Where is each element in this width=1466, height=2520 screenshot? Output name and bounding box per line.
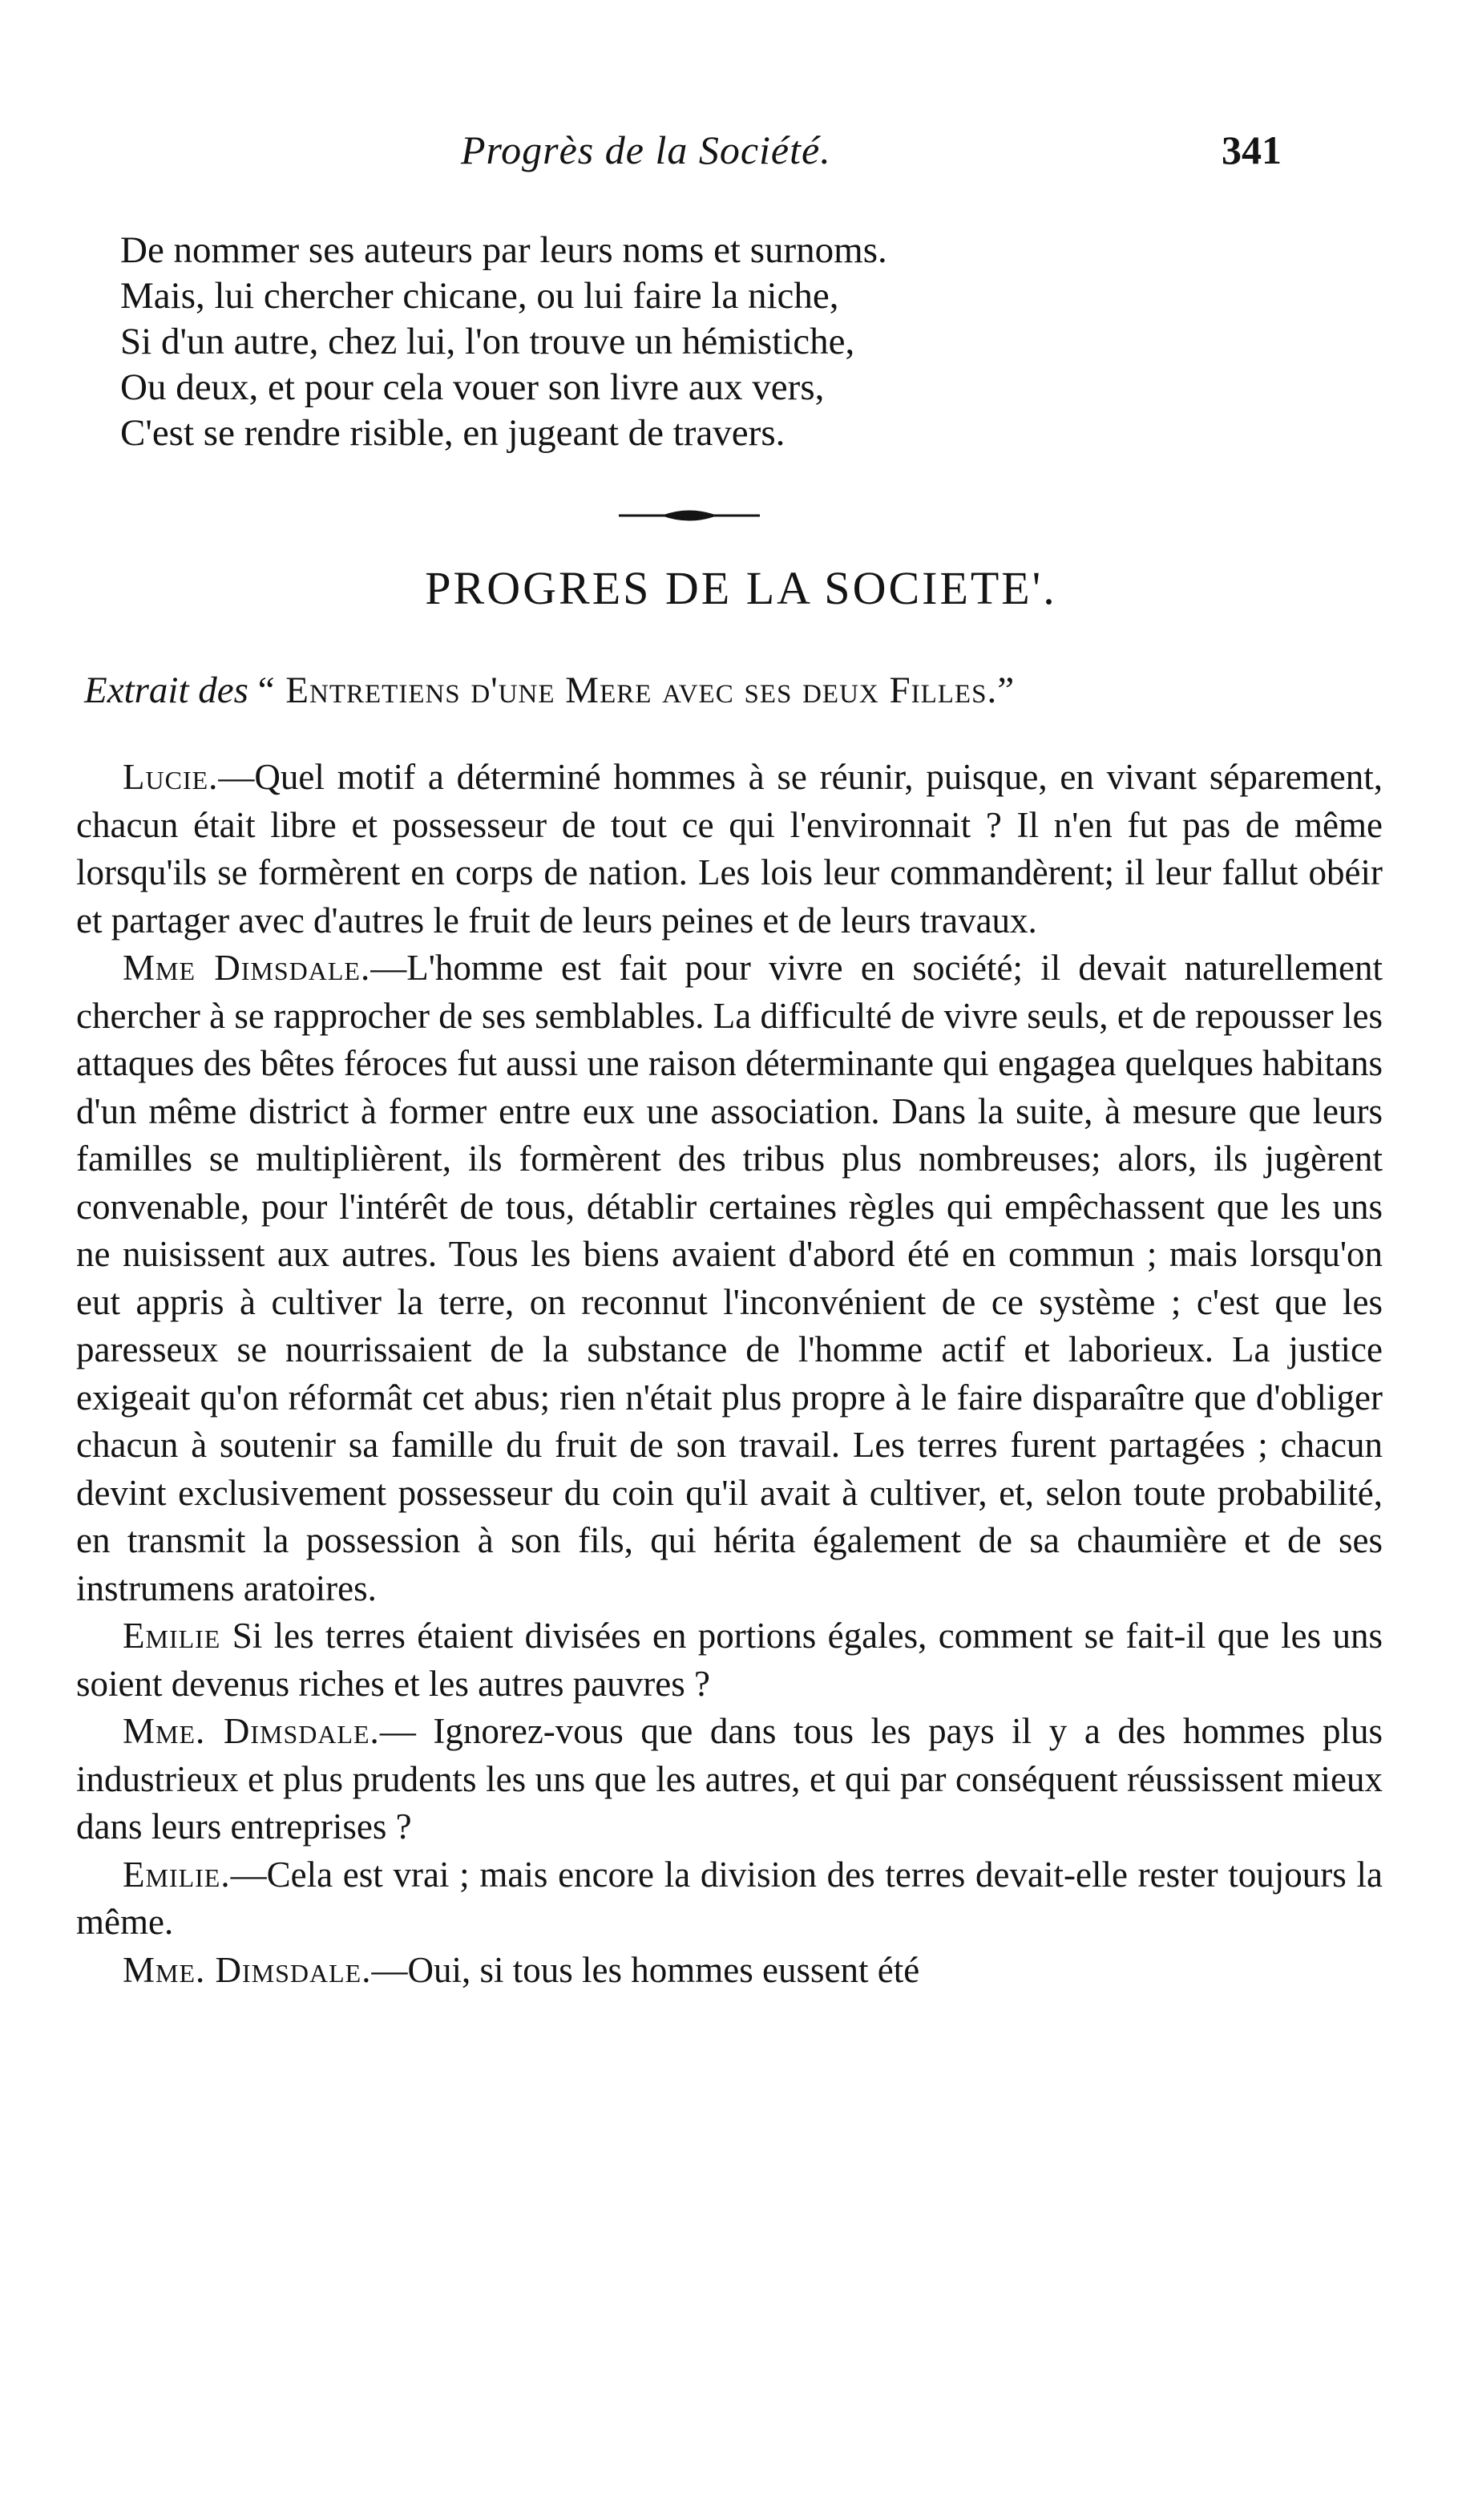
- ornament-divider: [617, 504, 761, 528]
- speech-text: — Ignorez-vous que dans tous les pays il y a des hommes plus industrieux et plus prudents les uns que les autres, et qui par conséquent réussissent mieux dans leurs entreprises ?: [76, 1711, 1383, 1847]
- dialogue-paragraph: [76, 1612, 1383, 1708]
- speaker-name: Emilie.: [123, 1854, 231, 1895]
- speech-text: —Cela est vrai ; mais encore la division des terres devait-elle rester toujours la même.: [76, 1854, 1383, 1942]
- speech-text: —Quel motif a déterminé hommes à se réunir, puisque, en vivant séparement, chacun était libre et possesseur de tout ce qui l'environnait ? Il n'en fut pas de même lorsqu'ils se formèrent en corps de nation. Les lois leur commandèrent; il leur fallut obéir et partager avec d'autres le fruit de leurs peines et de leurs travaux.: [76, 757, 1383, 940]
- verse-line: De nommer ses auteurs par leurs noms et surnoms.: [120, 229, 887, 271]
- verse-line: Mais, lui chercher chicane, ou lui faire la niche,: [120, 275, 839, 317]
- dialogue-body: [76, 754, 1383, 1994]
- verse-line: Ou deux, et pour cela vouer son livre aux vers,: [120, 366, 825, 408]
- section-subtitle: [84, 669, 1383, 712]
- subtitle-lead: Extrait des: [84, 669, 248, 711]
- speech-text: Si les terres étaient divisées en portions égales, comment se fait-il que les uns soient devenus riches et les autres pauvres ?: [76, 1616, 1383, 1704]
- running-title: Progrès de la Société.: [461, 127, 831, 172]
- dialogue-paragraph: [76, 1947, 1383, 1995]
- dialogue-paragraph: [76, 1708, 1383, 1851]
- speaker-name: Emilie: [123, 1616, 221, 1656]
- dialogue-paragraph: [76, 754, 1383, 944]
- verse-line: C'est se rendre risible, en jugeant de travers.: [120, 412, 786, 454]
- dialogue-paragraph: [76, 944, 1383, 1612]
- speaker-name: Mme. Dimsdale.: [123, 1949, 372, 1990]
- verse-stanza: [120, 228, 1306, 456]
- section-title: PROGRES DE LA SOCIETE'.: [425, 562, 1057, 614]
- speaker-name: Mme. Dimsdale.: [123, 1711, 380, 1751]
- dialogue-paragraph: [76, 1851, 1383, 1947]
- subtitle-work: “ Entretiens d'une Mere avec ses deux Filles.”: [257, 669, 1016, 711]
- speaker-name: Lucie.: [123, 757, 219, 797]
- speech-text: —L'homme est fait pour vivre en société; il devait naturellement chercher à se rapprocher de ses semblables. La difficulté de vivre seuls, et de repousser les attaques des bêtes féroces fut aussi une raison déterminante qui engagea quelques habitans d'un même district à former entre eux une association. Dans la suite, à mesure que leurs familles se multiplièrent, ils formèrent des tribus plus nombreuses; alors, ils jugèrent convenable, pour l'intérêt de tous, détablir certaines règles qui empêchassent que les uns ne nuisissent aux autres. Tous les biens avaient d'abord été en commun ; mais lorsqu'on eut appris à cultiver la terre, on reconnut l'inconvénient de ce système ; c'est que les paresseux se nourrissaient de la substance de l'homme actif et laborieux. La justice exigeait qu'on réformât cet abus; rien n'était plus propre à le faire disparaître que d'obliger chacun à soutenir sa famille du fruit de son travail. Les terres furent partagées ; chacun devint exclusivement possesseur du coin qu'il avait à cultiver, et, selon toute probabilité, en transmit la possession à son fils, qui hérita également de sa chaumière et de ses instrumens aratoires.: [76, 948, 1383, 1608]
- page-number: 341: [1222, 127, 1282, 172]
- verse-line: Si d'un autre, chez lui, l'on trouve un hémistiche,: [120, 321, 855, 362]
- speaker-name: Mme Dimsdale.: [123, 948, 371, 988]
- running-head: [0, 127, 1466, 191]
- speech-text: —Oui, si tous les hommes eussent été: [371, 1949, 920, 1990]
